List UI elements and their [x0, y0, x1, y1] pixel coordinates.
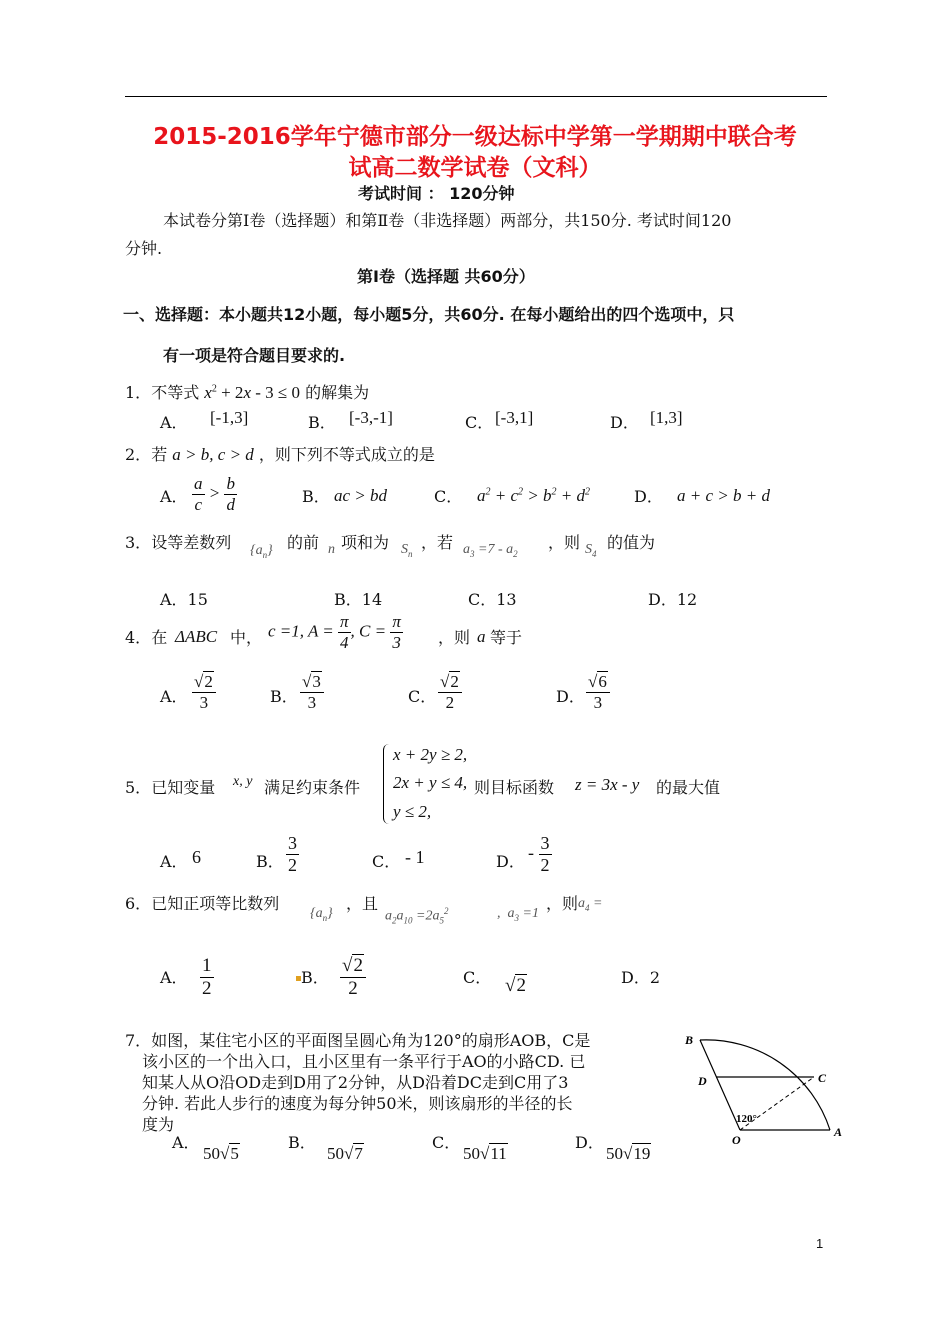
q3-n: n [328, 542, 335, 557]
q5-option-a: A． [160, 852, 188, 871]
q5-constraint-2: 2x + y ≤ 4, [393, 773, 468, 792]
q4-text-d: 等于 [490, 628, 523, 647]
question-1 [125, 380, 369, 403]
label-d: D [698, 1074, 707, 1088]
q6-option-b-value: $\frac{√2}{2}$ [340, 955, 366, 1000]
question-4-lead: 4．在 [125, 628, 168, 647]
q5-vars: x, y [233, 774, 253, 789]
q7-line-3: 知某人从O沿OD走到D用了2分钟，从D沿着DC走到C用了3 [142, 1073, 569, 1092]
q2-option-c: C． [434, 487, 463, 506]
q7-line-2: 该小区的一个出入口，且小区里有一条平行于AO的小路CD. 已 [142, 1052, 586, 1071]
q6-option-b: B． [301, 968, 329, 987]
q7-option-c-value: 50√11 [463, 1144, 507, 1163]
label-a: A [834, 1125, 843, 1139]
q7-option-b-value: 50√7 [327, 1144, 363, 1163]
q7-option-a-value: 50√5 [203, 1144, 239, 1163]
q5-text-c: 则目标函数 [474, 778, 555, 797]
q2-option-d-value: a + c > b + d [677, 486, 770, 505]
q4-option-b-value: $\frac{√3}{3}$ [300, 672, 324, 713]
q4-option-a-value: $\frac{√2}{3}$ [192, 672, 216, 713]
part1-heading: 第Ⅰ卷（选择题 共60分） [357, 267, 535, 286]
q6-condition-2: , $a_3 =1$ [497, 906, 539, 923]
q5-option-d: D． [496, 852, 525, 871]
question-2: 2．若 a > b, c > d ，则下列不等式成立的是 [125, 445, 435, 464]
label-o: O [732, 1133, 741, 1147]
q3-text-6: 的值为 [607, 533, 656, 552]
q7-line-4: 分钟. 若此人步行的速度为每分钟50米，则该扇形的半径的长 [142, 1094, 573, 1113]
q1-option-b-value: [-3,-1] [349, 408, 393, 427]
q4-option-a: A． [160, 687, 188, 706]
label-b: B [685, 1033, 694, 1047]
q6-condition-1: $a_2a_{10} =2a_5^2$ [385, 906, 449, 926]
question-3: 3．设等差数列 [125, 533, 232, 552]
question-6-lead: 6．已知正项等比数列 [125, 894, 280, 913]
q3-s4: $S_4$ [585, 542, 597, 559]
q5-option-d-value: - $\frac{3}{2}$ [528, 833, 550, 875]
q3-text-4: ，若 [421, 533, 454, 552]
q5-objective: z = 3x - y [575, 775, 640, 794]
question-1-formula: $x^2 + 2x - 3 \le 0$ [204, 383, 300, 402]
q4-text-c: ，则 [438, 628, 471, 647]
q7-line-5: 度为 [142, 1115, 175, 1134]
q6-text-b: ，且 [346, 894, 379, 913]
q3-text-2: 的前 [287, 533, 320, 552]
q5-option-a-value: 6 [192, 847, 201, 867]
q3-text-5: ，则 [548, 533, 581, 552]
intro-line-2: 分钟. [125, 239, 163, 258]
q5-option-b-value: $\frac{3}{2}$ [288, 833, 297, 875]
q6-text-c: ，则 [546, 894, 579, 913]
q4-option-b: B． [270, 687, 298, 706]
q5-option-c: C． [372, 852, 401, 871]
q3-sequence: $\{a_n\}$ [250, 543, 273, 560]
question-1-number: 1． [125, 383, 152, 402]
q3-option-b: B．14 [334, 590, 383, 609]
title-line-2: 试高二数学试卷（文科） [348, 155, 602, 181]
q7-option-c: C． [432, 1133, 461, 1152]
q7-line-1: 7．如图，某住宅小区的平面图呈圆心角为120°的扇形AOB，C是 [125, 1031, 591, 1050]
q7-option-a: A． [172, 1133, 200, 1152]
q2-option-a-value: $\frac{a}{c}$ > $\frac{b}{d}$ [194, 474, 235, 514]
q6-option-a-value: $\frac{1}{2}$ [202, 955, 212, 999]
q2-option-a: A． [160, 487, 188, 506]
section1-line-1: 一、选择题：本小题共12小题，每小题5分，共60分. 在每小题给出的四个选项中，只 [123, 305, 735, 324]
q3-condition: $a_3 =7 - a_2$ [463, 542, 518, 559]
exam-time: 考试时间 ： 120分钟 [358, 184, 515, 203]
q4-option-d: D． [556, 687, 585, 706]
q2-option-b-value: ac > bd [334, 486, 388, 505]
q1-option-d: D． [610, 413, 639, 432]
q7-option-d-value: 50√19 [606, 1144, 651, 1163]
q4-triangle: ΔABC [175, 627, 218, 646]
q3-sn: $S_n$ [401, 542, 413, 559]
q5-constraint-3: y ≤ 2, [393, 802, 432, 821]
q4-option-c-value: $\frac{√2}{2}$ [438, 672, 462, 713]
question-2-condition: a > b, c > d [172, 445, 254, 464]
q1-option-a-value: [-1,3] [210, 408, 249, 427]
q3-option-d: D．12 [648, 590, 698, 609]
q5-option-c-value: - 1 [405, 847, 425, 867]
q1-option-b: B． [308, 413, 336, 432]
q6-option-a: A． [160, 968, 188, 987]
q5-text-d: 的最大值 [656, 778, 721, 797]
q1-option-d-value: [1,3] [650, 408, 683, 427]
q6-a4: $a_4$ = [578, 896, 603, 913]
q1-option-c-value: [-3,1] [495, 408, 534, 427]
q5-text-b: 满足约束条件 [264, 778, 361, 797]
section1-line-2: 有一项是符合题目要求的. [163, 346, 346, 365]
q4-a: a [477, 627, 486, 646]
q6-option-d: D．2 [621, 968, 661, 987]
sector-figure [680, 1030, 850, 1150]
intro-line-1: 本试卷分第Ⅰ卷（选择题）和第Ⅱ卷（非选择题）两部分，共150分. 考试时间120 [163, 211, 732, 230]
q1-option-c: C． [465, 413, 494, 432]
q5-brace [383, 744, 392, 824]
q2-option-c-value: $a^2 + c^2 > b^2 + d^2$ [477, 486, 590, 505]
q2-option-d: D． [634, 487, 663, 506]
q1-option-a: A． [160, 413, 188, 432]
question-1-text-b: 的解集为 [305, 383, 370, 402]
title-line-1: 2015-2016学年宁德市部分一级达标中学第一学期期中联合考 [153, 124, 797, 150]
q3-option-a: A．15 [160, 590, 208, 609]
q4-option-d-value: $\frac{√6}{3}$ [586, 672, 610, 713]
question-5-lead: 5．已知变量 [125, 778, 216, 797]
q6-sequence: $\{a_n\}$ [310, 906, 333, 923]
question-1-text-a: 不等式 [151, 383, 200, 402]
q5-option-b: B． [256, 852, 284, 871]
label-c: C [818, 1071, 827, 1085]
q2-option-b: B． [302, 487, 330, 506]
q4-text-b: 中， [230, 628, 263, 647]
q3-text-3: 项和为 [341, 533, 390, 552]
page-number: 1 [816, 1236, 824, 1251]
q6-option-c: C． [463, 968, 492, 987]
q7-option-b: B． [288, 1133, 316, 1152]
q4-given: c =1, A = $\frac{\pi}{4}$ , C = $\frac{\pi}{3}$ [268, 612, 401, 652]
q7-option-d: D． [575, 1133, 604, 1152]
q3-option-c: C．13 [468, 590, 517, 609]
question-7 [125, 1030, 685, 1135]
label-angle: 120° [736, 1113, 757, 1125]
q4-option-c: C． [408, 687, 437, 706]
header-rule [125, 96, 827, 97]
q6-option-c-value: √2 [505, 975, 526, 996]
q5-constraint-1: x + 2y ≥ 2, [393, 745, 468, 764]
